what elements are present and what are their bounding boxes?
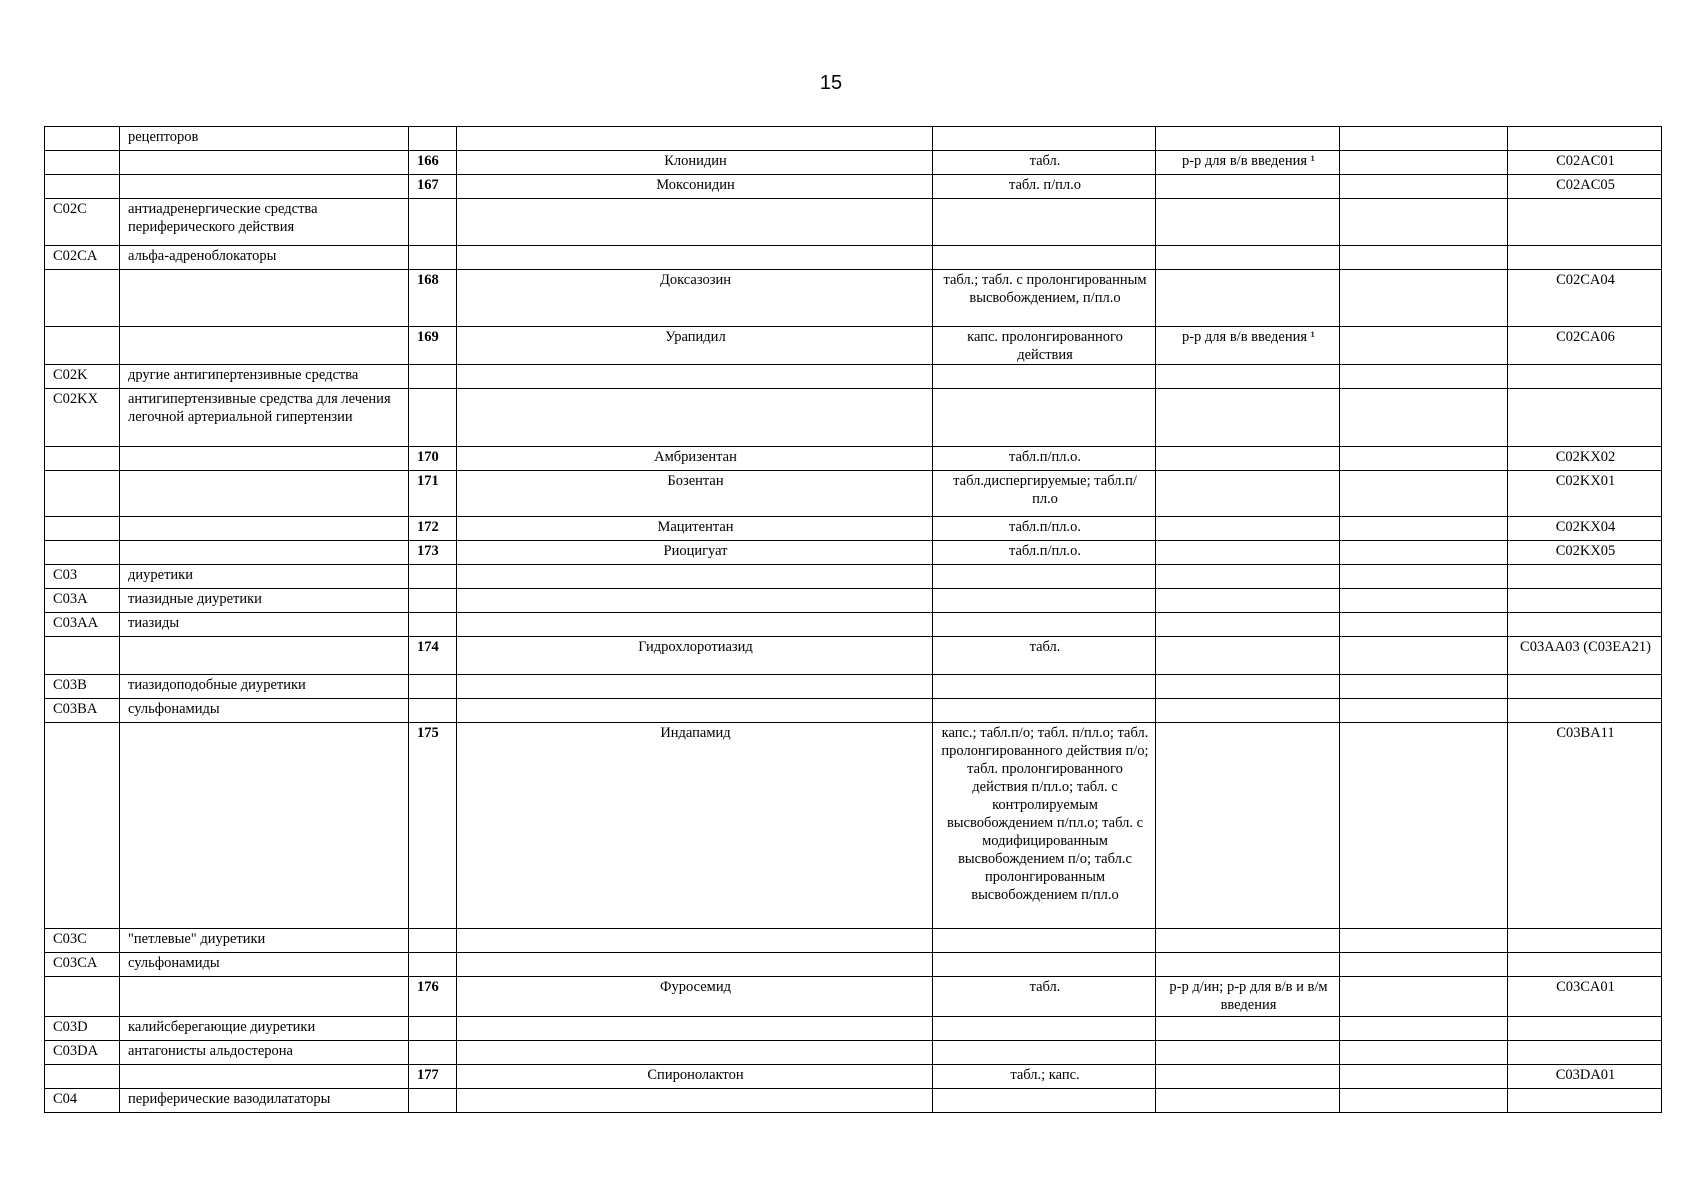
group-name: диуретики (120, 565, 409, 589)
group-name (120, 637, 409, 675)
table-row (45, 471, 1662, 517)
empty-cell (1340, 327, 1508, 365)
atc-group-code (45, 270, 120, 327)
atc-code (1508, 675, 1662, 699)
drug-name: Амбризентан (457, 447, 933, 471)
group-name (120, 447, 409, 471)
atc-group-code (45, 447, 120, 471)
dosage-form-secondary (1156, 675, 1340, 699)
drug-name: Индапамид (457, 723, 933, 929)
dosage-form (933, 199, 1156, 246)
table-row (45, 977, 1662, 1017)
drug-name (457, 127, 933, 151)
drug-name (457, 699, 933, 723)
group-name: антигипертензивные средства для лечения легочной артериальной гипертензии (120, 389, 409, 447)
dosage-form-secondary (1156, 175, 1340, 199)
item-number (409, 389, 457, 447)
group-name (120, 151, 409, 175)
atc-group-code: C03B (45, 675, 120, 699)
table-row (45, 675, 1662, 699)
dosage-form-secondary: р-р для в/в введения ¹ (1156, 151, 1340, 175)
dosage-form-secondary (1156, 365, 1340, 389)
dosage-form: табл. (933, 977, 1156, 1017)
group-name (120, 175, 409, 199)
drug-name (457, 199, 933, 246)
dosage-form-secondary (1156, 517, 1340, 541)
dosage-form (933, 589, 1156, 613)
dosage-form (933, 699, 1156, 723)
dosage-form (933, 1089, 1156, 1113)
drug-name: Урапидил (457, 327, 933, 365)
group-name: тиазидные диуретики (120, 589, 409, 613)
empty-cell (1340, 589, 1508, 613)
dosage-form (933, 127, 1156, 151)
table-row (45, 1017, 1662, 1041)
empty-cell (1340, 1017, 1508, 1041)
atc-code (1508, 1089, 1662, 1113)
group-name: "петлевые" диуретики (120, 929, 409, 953)
dosage-form-secondary (1156, 953, 1340, 977)
atc-group-code (45, 175, 120, 199)
item-number: 171 (409, 471, 457, 517)
atc-code: C02CA04 (1508, 270, 1662, 327)
atc-group-code: C02KX (45, 389, 120, 447)
atc-group-code: C03C (45, 929, 120, 953)
empty-cell (1340, 365, 1508, 389)
dosage-form-secondary (1156, 723, 1340, 929)
table-row (45, 565, 1662, 589)
table-row (45, 613, 1662, 637)
empty-cell (1340, 953, 1508, 977)
table-row (45, 723, 1662, 929)
dosage-form-secondary (1156, 1017, 1340, 1041)
drug-name (457, 246, 933, 270)
dosage-form: табл.; капс. (933, 1065, 1156, 1089)
dosage-form-secondary (1156, 541, 1340, 565)
item-number (409, 365, 457, 389)
atc-code: C03BA11 (1508, 723, 1662, 929)
group-name (120, 977, 409, 1017)
dosage-form (933, 1041, 1156, 1065)
item-number (409, 1041, 457, 1065)
table-row (45, 389, 1662, 447)
group-name: тиазиды (120, 613, 409, 637)
item-number (409, 246, 457, 270)
item-number: 170 (409, 447, 457, 471)
group-name (120, 541, 409, 565)
table-row (45, 517, 1662, 541)
empty-cell (1340, 151, 1508, 175)
dosage-form (933, 389, 1156, 447)
atc-code (1508, 389, 1662, 447)
dosage-form-secondary (1156, 471, 1340, 517)
table-row (45, 365, 1662, 389)
item-number: 172 (409, 517, 457, 541)
atc-group-code (45, 151, 120, 175)
dosage-form (933, 1017, 1156, 1041)
atc-code (1508, 565, 1662, 589)
atc-code (1508, 1041, 1662, 1065)
atc-group-code (45, 327, 120, 365)
dosage-form (933, 613, 1156, 637)
atc-code: C02KX01 (1508, 471, 1662, 517)
dosage-form-secondary (1156, 699, 1340, 723)
atc-code: C03CA01 (1508, 977, 1662, 1017)
drug-name: Мацитентан (457, 517, 933, 541)
table-row (45, 151, 1662, 175)
atc-code (1508, 246, 1662, 270)
table-row (45, 447, 1662, 471)
table-row (45, 327, 1662, 365)
atc-group-code: C03D (45, 1017, 120, 1041)
drug-name: Фуросемид (457, 977, 933, 1017)
atc-code (1508, 699, 1662, 723)
drug-name (457, 953, 933, 977)
item-number (409, 1089, 457, 1113)
drug-name (457, 613, 933, 637)
empty-cell (1340, 246, 1508, 270)
atc-group-code: C02C (45, 199, 120, 246)
empty-cell (1340, 637, 1508, 675)
dosage-form-secondary (1156, 199, 1340, 246)
group-name: периферические вазодилататоры (120, 1089, 409, 1113)
item-number: 176 (409, 977, 457, 1017)
atc-group-code: C04 (45, 1089, 120, 1113)
item-number (409, 1017, 457, 1041)
group-name: альфа-адреноблокаторы (120, 246, 409, 270)
atc-code (1508, 365, 1662, 389)
group-name (120, 723, 409, 929)
item-number: 175 (409, 723, 457, 929)
table-row (45, 270, 1662, 327)
empty-cell (1340, 1065, 1508, 1089)
atc-code: C02KX04 (1508, 517, 1662, 541)
atc-code (1508, 613, 1662, 637)
group-name (120, 471, 409, 517)
atc-code (1508, 1017, 1662, 1041)
atc-code (1508, 127, 1662, 151)
empty-cell (1340, 541, 1508, 565)
item-number: 177 (409, 1065, 457, 1089)
atc-code: C02CA06 (1508, 327, 1662, 365)
dosage-form-secondary: р-р для в/в введения ¹ (1156, 327, 1340, 365)
empty-cell (1340, 699, 1508, 723)
drug-name (457, 389, 933, 447)
group-name: антиадренергические средства периферического действия (120, 199, 409, 246)
drug-name (457, 675, 933, 699)
dosage-form: табл. (933, 151, 1156, 175)
group-name: тиазидоподобные диуретики (120, 675, 409, 699)
dosage-form-secondary (1156, 637, 1340, 675)
dosage-form-secondary (1156, 246, 1340, 270)
atc-code: C02KX05 (1508, 541, 1662, 565)
item-number: 168 (409, 270, 457, 327)
dosage-form-secondary (1156, 389, 1340, 447)
item-number (409, 699, 457, 723)
item-number (409, 565, 457, 589)
dosage-form: табл.п/пл.о. (933, 517, 1156, 541)
dosage-form: капс. пролонгированного действия (933, 327, 1156, 365)
atc-group-code: C03BA (45, 699, 120, 723)
group-name: другие антигипертензивные средства (120, 365, 409, 389)
atc-group-code (45, 637, 120, 675)
dosage-form-secondary (1156, 1041, 1340, 1065)
atc-group-code (45, 517, 120, 541)
table-row (45, 637, 1662, 675)
dosage-form-secondary (1156, 613, 1340, 637)
atc-code (1508, 929, 1662, 953)
item-number (409, 675, 457, 699)
item-number: 167 (409, 175, 457, 199)
dosage-form-secondary (1156, 447, 1340, 471)
empty-cell (1340, 471, 1508, 517)
drug-name (457, 589, 933, 613)
empty-cell (1340, 675, 1508, 699)
table-row (45, 199, 1662, 246)
table-row (45, 1089, 1662, 1113)
dosage-form-secondary (1156, 1065, 1340, 1089)
drug-name (457, 365, 933, 389)
group-name: сульфонамиды (120, 953, 409, 977)
empty-cell (1340, 517, 1508, 541)
empty-cell (1340, 175, 1508, 199)
table-row (45, 1041, 1662, 1065)
dosage-form-secondary (1156, 565, 1340, 589)
drug-name: Гидрохлоротиазид (457, 637, 933, 675)
dosage-form (933, 929, 1156, 953)
drug-name: Спиронолактон (457, 1065, 933, 1089)
dosage-form-secondary (1156, 929, 1340, 953)
table-row (45, 127, 1662, 151)
dosage-form-secondary (1156, 270, 1340, 327)
group-name: рецепторов (120, 127, 409, 151)
empty-cell (1340, 723, 1508, 929)
drug-name (457, 565, 933, 589)
dosage-form-secondary (1156, 127, 1340, 151)
group-name: сульфонамиды (120, 699, 409, 723)
item-number (409, 199, 457, 246)
group-name (120, 1065, 409, 1089)
atc-code: C02KX02 (1508, 447, 1662, 471)
item-number (409, 127, 457, 151)
page-number: 15 (819, 72, 843, 94)
dosage-form-secondary: р-р д/ин; р-р для в/в и в/м введения (1156, 977, 1340, 1017)
dosage-form: табл. п/пл.о (933, 175, 1156, 199)
group-name (120, 327, 409, 365)
table-row (45, 175, 1662, 199)
empty-cell (1340, 565, 1508, 589)
table-row (45, 589, 1662, 613)
atc-code (1508, 953, 1662, 977)
item-number (409, 589, 457, 613)
dosage-form (933, 675, 1156, 699)
item-number (409, 613, 457, 637)
dosage-form (933, 565, 1156, 589)
atc-group-code (45, 977, 120, 1017)
empty-cell (1340, 929, 1508, 953)
table-row (45, 541, 1662, 565)
group-name: калийсберегающие диуретики (120, 1017, 409, 1041)
atc-group-code (45, 541, 120, 565)
empty-cell (1340, 447, 1508, 471)
dosage-form-secondary (1156, 1089, 1340, 1113)
item-number (409, 953, 457, 977)
empty-cell (1340, 977, 1508, 1017)
dosage-form (933, 365, 1156, 389)
group-name (120, 517, 409, 541)
empty-cell (1340, 613, 1508, 637)
atc-code: C02AC05 (1508, 175, 1662, 199)
table-row (45, 699, 1662, 723)
dosage-form: табл.; табл. с пролонгированным высвобождением, п/пл.о (933, 270, 1156, 327)
atc-code (1508, 589, 1662, 613)
empty-cell (1340, 199, 1508, 246)
atc-group-code: C03A (45, 589, 120, 613)
drug-name: Моксонидин (457, 175, 933, 199)
atc-group-code: C02CA (45, 246, 120, 270)
dosage-form: табл. (933, 637, 1156, 675)
atc-group-code: C03 (45, 565, 120, 589)
dosage-form: капс.; табл.п/о; табл. п/пл.о; табл. пролонгированного действия п/о; табл. пролонгированного действия п/пл.о; табл. с контролируемым высвобождением п/пл.о; табл. с модифицированным высвобождением п/о; табл.с пролонгированным высвобождением п/пл.о (933, 723, 1156, 929)
empty-cell (1340, 1089, 1508, 1113)
item-number: 173 (409, 541, 457, 565)
dosage-form-secondary (1156, 589, 1340, 613)
atc-group-code (45, 471, 120, 517)
item-number: 174 (409, 637, 457, 675)
group-name: антагонисты альдостерона (120, 1041, 409, 1065)
group-name (120, 270, 409, 327)
atc-group-code (45, 127, 120, 151)
drug-name (457, 1089, 933, 1113)
empty-cell (1340, 270, 1508, 327)
atc-code (1508, 199, 1662, 246)
atc-group-code: C03AA (45, 613, 120, 637)
drug-name: Риоцигуат (457, 541, 933, 565)
dosage-form: табл.диспергируемые; табл.п/пл.о (933, 471, 1156, 517)
empty-cell (1340, 1041, 1508, 1065)
atc-group-code: C02K (45, 365, 120, 389)
drug-name: Бозентан (457, 471, 933, 517)
atc-code: C03AA03 (C03EA21) (1508, 637, 1662, 675)
empty-cell (1340, 127, 1508, 151)
atc-group-code (45, 723, 120, 929)
dosage-form (933, 953, 1156, 977)
drug-name (457, 929, 933, 953)
item-number: 166 (409, 151, 457, 175)
item-number: 169 (409, 327, 457, 365)
dosage-form (933, 246, 1156, 270)
drug-name (457, 1041, 933, 1065)
dosage-form: табл.п/пл.о. (933, 447, 1156, 471)
drug-name (457, 1017, 933, 1041)
drug-table (44, 126, 1662, 1113)
drug-name: Клонидин (457, 151, 933, 175)
atc-code: C02AC01 (1508, 151, 1662, 175)
atc-group-code: C03CA (45, 953, 120, 977)
atc-code: C03DA01 (1508, 1065, 1662, 1089)
item-number (409, 929, 457, 953)
atc-group-code (45, 1065, 120, 1089)
atc-group-code: C03DA (45, 1041, 120, 1065)
table-row (45, 953, 1662, 977)
drug-name: Доксазозин (457, 270, 933, 327)
table-row (45, 929, 1662, 953)
empty-cell (1340, 389, 1508, 447)
table-row (45, 1065, 1662, 1089)
dosage-form: табл.п/пл.о. (933, 541, 1156, 565)
table-row (45, 246, 1662, 270)
